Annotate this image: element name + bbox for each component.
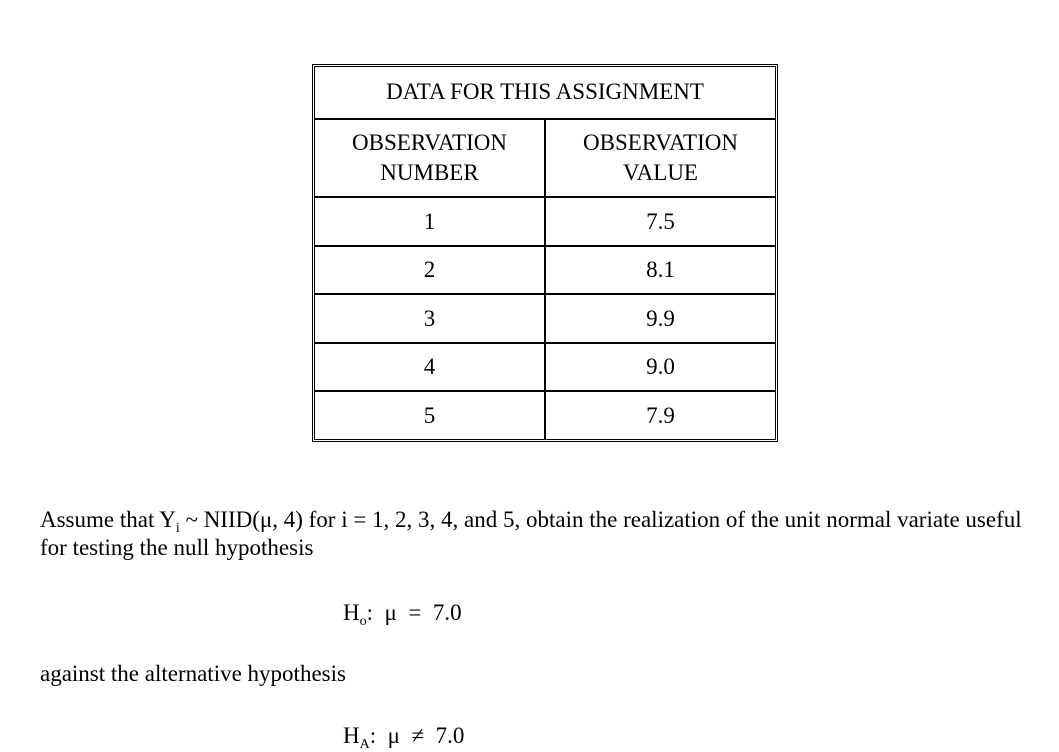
observation-number-cell: 3 — [315, 294, 545, 343]
alternative-hypothesis-statement: : μ ≠ 7.0 — [369, 723, 465, 748]
observation-number-cell: 4 — [315, 343, 545, 392]
null-hypothesis-h: H — [343, 600, 360, 625]
assumption-text-start: Assume that Y — [40, 507, 176, 532]
header-observation-number-line2: NUMBER — [380, 159, 479, 185]
observation-number-cell: 5 — [315, 391, 545, 439]
table-title-row — [315, 67, 775, 119]
table-row — [315, 343, 775, 392]
alternative-hypothesis-h: H — [343, 723, 360, 748]
table-header-row — [315, 119, 775, 198]
observation-value-cell: 8.1 — [545, 246, 775, 295]
table-row — [315, 197, 775, 246]
table-row — [315, 246, 775, 295]
assumption-text-rest: ~ NIID(μ, 4) for i = 1, 2, 3, 4, and 5, obtain the realization of the unit normal variate useful for testing the null hypothesis — [40, 507, 1022, 560]
against-text: against the alternative hypothesis — [40, 661, 346, 686]
header-observation-value-line2: VALUE — [623, 159, 698, 185]
assumption-paragraph — [40, 506, 1030, 562]
observation-value-cell: 9.9 — [545, 294, 775, 343]
header-observation-number — [315, 119, 545, 198]
observation-value-cell: 7.9 — [545, 391, 775, 439]
null-hypothesis-subscript: o — [359, 614, 367, 629]
null-hypothesis-statement: : μ = 7.0 — [366, 600, 462, 625]
observation-number-cell: 2 — [315, 246, 545, 295]
data-table — [315, 67, 775, 439]
null-hypothesis — [343, 599, 462, 627]
header-observation-value — [545, 119, 775, 198]
table-row — [315, 391, 775, 439]
table-title: DATA FOR THIS ASSIGNMENT — [315, 67, 775, 119]
observation-value-cell: 7.5 — [545, 197, 775, 246]
observation-number-cell: 1 — [315, 197, 545, 246]
observation-value-cell: 9.0 — [545, 343, 775, 392]
header-observation-number-line1: OBSERVATION — [352, 129, 507, 155]
alternative-hypothesis — [343, 722, 464, 750]
data-table-container — [312, 64, 778, 442]
assumption-subscript: i — [175, 521, 180, 536]
table-row — [315, 294, 775, 343]
alternative-hypothesis-subscript: A — [359, 737, 370, 752]
header-observation-value-line1: OBSERVATION — [583, 129, 738, 155]
